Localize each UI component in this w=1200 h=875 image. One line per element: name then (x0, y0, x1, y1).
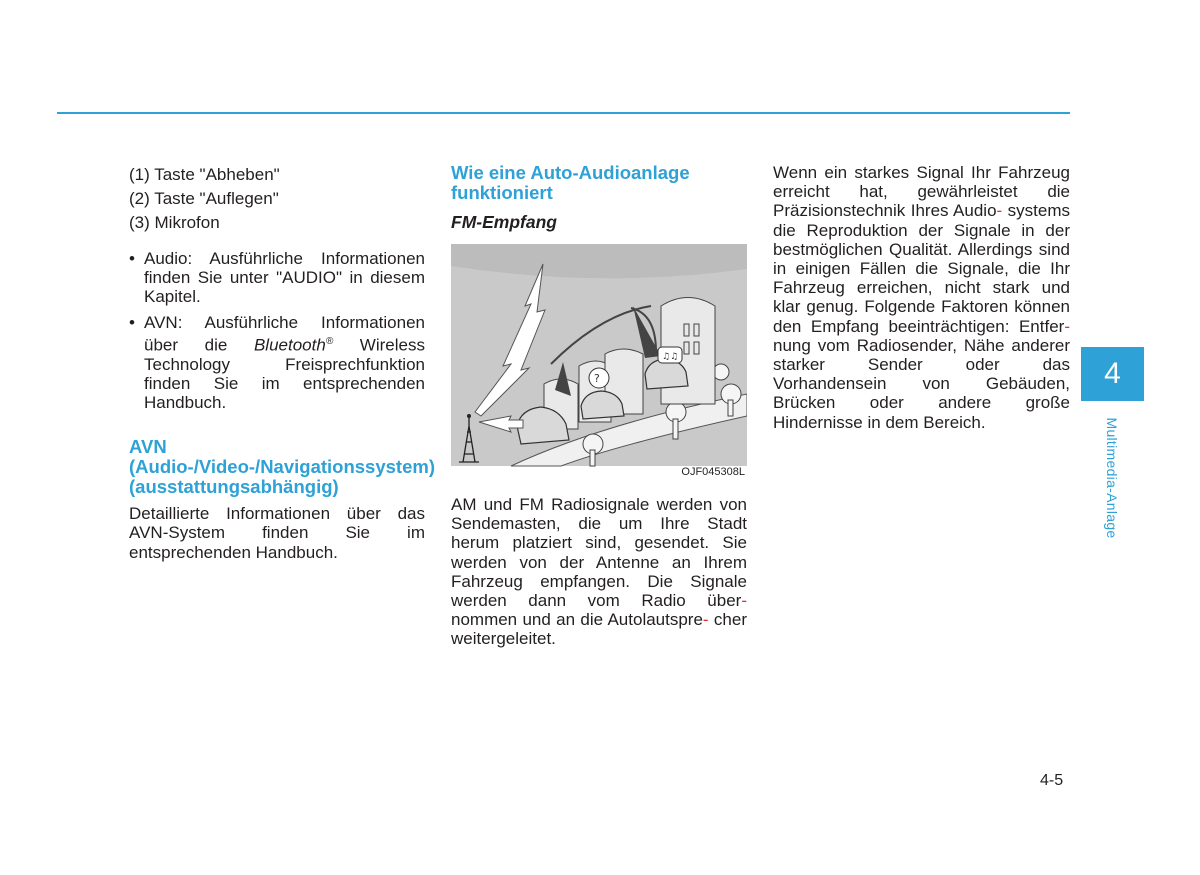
column-left (129, 163, 435, 562)
list-item: (2) Taste "Auflegen" (129, 189, 279, 208)
svg-text:♫♫: ♫♫ (662, 352, 679, 362)
fm-illustration-svg (451, 244, 747, 479)
bullet-marker: • (129, 249, 135, 268)
reception-paragraph (773, 163, 1070, 432)
hyphen-mark: - (741, 591, 747, 611)
section-heading-avn: AVN (Audio-/Video-/Navigationssystem) (ausstattungsabhängig) (129, 436, 435, 498)
avn-paragraph: Detaillierte Informationen über das AVN-System finden Sie im entsprechenden Handbuch. (129, 504, 425, 562)
page-number: 4-5 (1040, 772, 1064, 789)
bullet-list (129, 249, 425, 412)
text-run: Wenn ein starkes Signal Ihr Fahrzeug erreicht hat, gewährleistet die Präzisionstechnik Ihres Audio (773, 163, 1070, 221)
column-middle (451, 163, 747, 649)
hyphen-mark: - (702, 610, 709, 630)
list-item: (3) Mikrofon (129, 213, 220, 232)
text-run: AM und FM Radiosignale werden von Sendemasten, die um Ihre Stadt herum platziert sind, gesendet. Sie werden von der Antenne an Ihrem Fahrzeug empfangen. Die Signale werden dann vom Radio über (451, 495, 747, 611)
bullet-marker: • (129, 312, 135, 332)
registered-mark: ® (325, 335, 334, 347)
hyphen-mark: - (996, 201, 1003, 221)
section-heading-audio: Wie eine Auto-Audioanlage funktioniert (451, 162, 690, 203)
fm-reception-illustration (451, 244, 747, 479)
column-right (773, 163, 1070, 432)
chapter-title: Multimedia-Anlage (1104, 417, 1120, 539)
hyphen-mark: - (1064, 316, 1070, 336)
text-run: nommen und an die Autolautspre (451, 610, 703, 630)
text-run: cher weitergeleitet. (451, 610, 747, 649)
figure-code: OJF045308L (681, 466, 745, 478)
text-run: systems die Reproduktion der Signale in der bestmöglichen Qualität. Allerdings sind in einigen Fällen die Signale, die Ihr Fahrzeug erreichen, nicht stark und klar genug. Folgende Faktoren können den Empfang beeinträchtigen: Entfer (773, 201, 1070, 336)
bluetooth-term: Bluetooth (253, 335, 326, 355)
bullet-text (144, 313, 425, 413)
bullet-text: Audio: Ausführliche Informationen finden Sie unter "AUDIO" in diesem Kapitel. (144, 249, 425, 307)
text-run: nung vom Radiosender, Nähe anderer starker Sender oder das Vorhandensein von Gebäuden, Brücken oder andere große Hindernisse in dem Bereich. (773, 335, 1070, 432)
bullet-item-audio (129, 249, 425, 307)
header-rule (57, 112, 1070, 114)
radio-paragraph (451, 495, 747, 649)
svg-text:?: ? (594, 372, 600, 385)
chapter-tab: 4 (1081, 347, 1144, 401)
bullet-text-part: AVN: Ausführliche Informationen über die (144, 312, 425, 355)
subheading-fm: FM-Empfang (451, 212, 557, 232)
bullet-text-part: Wireless Technology Freisprechfunktion finden Sie im entsprechenden Handbuch. (144, 335, 425, 413)
list-item: (1) Taste "Abheben" (129, 165, 280, 184)
bullet-item-avn (129, 313, 425, 413)
